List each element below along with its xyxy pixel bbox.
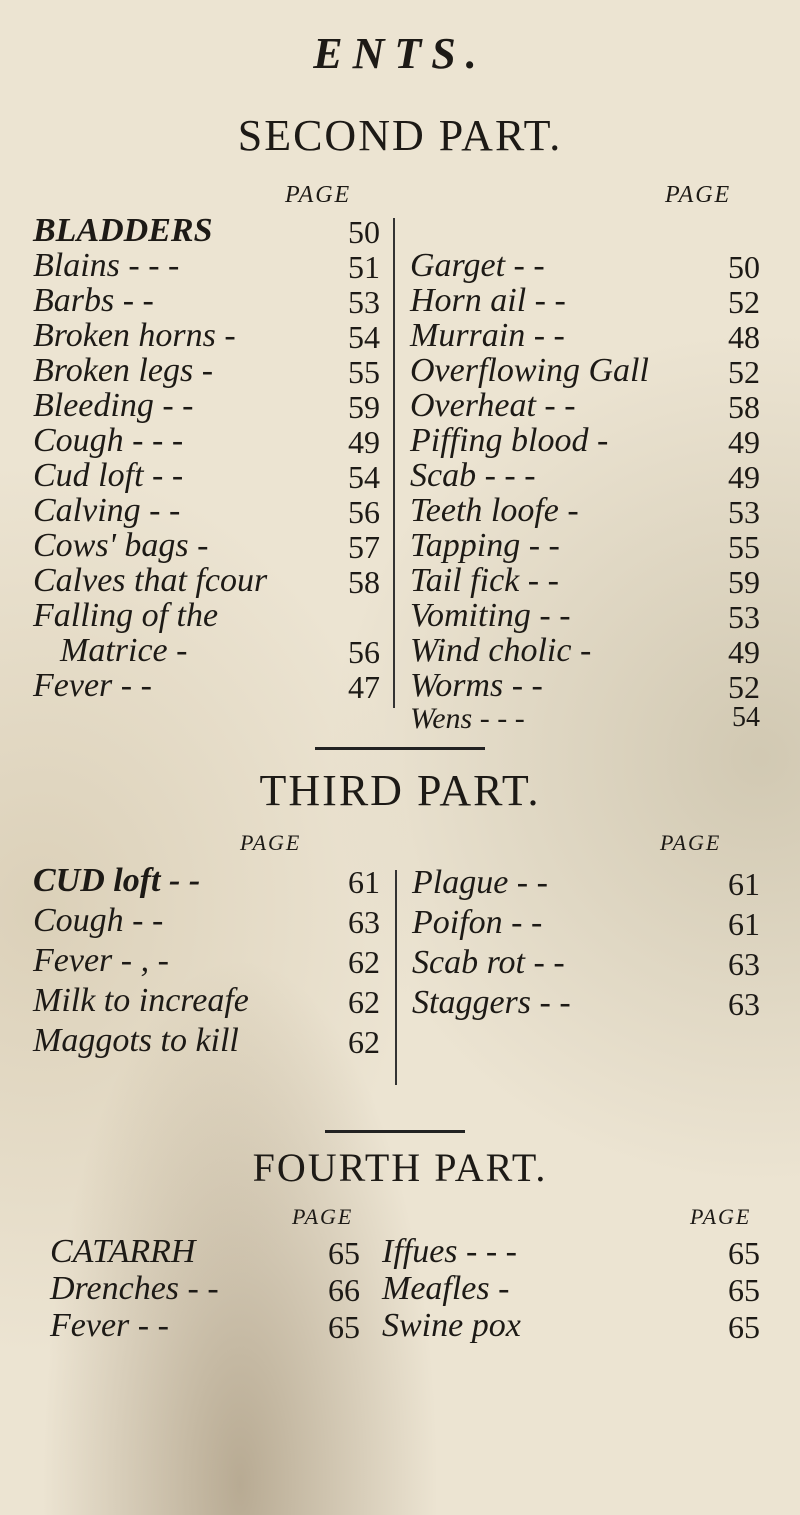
- index-entry: Matrice -: [60, 632, 188, 669]
- page-number: 49: [728, 459, 760, 495]
- page-number: 49: [728, 424, 760, 460]
- page-number: 54: [348, 459, 380, 495]
- page-number: 61: [728, 906, 760, 942]
- page-number: 65: [728, 1309, 760, 1345]
- page-number: 53: [728, 599, 760, 635]
- page-number: 56: [348, 634, 380, 670]
- third-column-divider: [395, 870, 397, 1085]
- index-entry: Staggers - -: [412, 984, 571, 1021]
- second-page-label-right: PAGE: [665, 182, 732, 208]
- index-entry: Drenches - -: [50, 1270, 219, 1307]
- index-entry: Overflowing Gall: [410, 352, 649, 389]
- index-entry: Plague - -: [412, 864, 548, 901]
- index-entry: Wens - - -: [410, 702, 525, 735]
- second-column-divider: [393, 218, 395, 708]
- page-number: 58: [348, 564, 380, 600]
- index-entry: BLADDERS: [33, 212, 213, 249]
- page-number: 61: [348, 864, 380, 900]
- index-entry: Wind cholic -: [410, 632, 592, 669]
- index-entry: Calves that fcour: [33, 562, 268, 599]
- index-entry: Teeth loofe -: [410, 492, 579, 529]
- third-part-title: THIRD PART.: [259, 766, 541, 815]
- third-page-label-left: PAGE: [240, 830, 302, 855]
- page-number: 54: [348, 319, 380, 355]
- index-entry: Fever - -: [50, 1307, 169, 1344]
- page-number: 63: [728, 986, 760, 1022]
- index-entry: Piffing blood -: [410, 422, 609, 459]
- index-entry: Swine pox: [382, 1307, 521, 1344]
- index-entry: Cough - - -: [33, 422, 184, 459]
- section-rule: [315, 747, 485, 750]
- index-entry: Iffues - - -: [382, 1233, 518, 1270]
- page-number: 63: [348, 904, 380, 940]
- page-number: 51: [348, 249, 380, 285]
- index-entry: Broken horns -: [33, 317, 236, 354]
- page-number: 65: [328, 1235, 360, 1271]
- index-entry: Scab rot - -: [412, 944, 565, 981]
- index-entry: Worms - -: [410, 667, 543, 704]
- page-number: 48: [728, 319, 760, 355]
- index-entry: Poifon - -: [412, 904, 543, 941]
- page-number: 65: [728, 1235, 760, 1271]
- page-number: 61: [728, 866, 760, 902]
- page-number: 59: [728, 564, 760, 600]
- index-entry: CATARRH: [50, 1233, 196, 1270]
- index-entry: Maggots to kill: [33, 1022, 239, 1059]
- third-page-label-right: PAGE: [660, 830, 722, 855]
- index-entry: CUD loft - -: [33, 862, 201, 899]
- index-entry: Vomiting - -: [410, 597, 571, 634]
- page-number: 52: [728, 284, 760, 320]
- index-entry: Tail fick - -: [410, 562, 559, 599]
- page-number: 49: [348, 424, 380, 460]
- index-entry: Bleeding - -: [33, 387, 194, 424]
- page-number: 58: [728, 389, 760, 425]
- index-entry: Falling of the: [33, 597, 219, 634]
- page-number: 49: [728, 634, 760, 670]
- index-entry: Murrain - -: [410, 317, 565, 354]
- page-number: 52: [728, 354, 760, 390]
- page-number: 62: [348, 984, 380, 1020]
- index-entry: Barbs - -: [33, 282, 154, 319]
- page-number: 66: [328, 1272, 360, 1308]
- page-number: 50: [348, 214, 380, 250]
- section-rule: [325, 1130, 465, 1133]
- index-entry: Meafles -: [382, 1270, 510, 1307]
- fourth-page-label-left: PAGE: [292, 1204, 354, 1229]
- page-number: 50: [728, 249, 760, 285]
- index-entry: Fever - , -: [33, 942, 169, 979]
- page-number: 55: [728, 529, 760, 565]
- page-number: 54: [732, 702, 760, 733]
- index-entry: Overheat - -: [410, 387, 576, 424]
- index-entry: Horn ail - -: [410, 282, 566, 319]
- fourth-part-title: FOURTH PART.: [252, 1145, 548, 1190]
- index-entry: Milk to increafe: [33, 982, 249, 1019]
- page-number: 62: [348, 1024, 380, 1060]
- running-head: ENTS.: [313, 29, 487, 78]
- second-part-title: SECOND PART.: [237, 111, 563, 160]
- page-number: 65: [728, 1272, 760, 1308]
- page-number: 53: [348, 284, 380, 320]
- index-entry: Cows' bags -: [33, 527, 209, 564]
- index-entry: Broken legs -: [33, 352, 214, 389]
- page-number: 55: [348, 354, 380, 390]
- index-entry: Cud loft - -: [33, 457, 184, 494]
- index-entry: Fever - -: [33, 667, 152, 704]
- index-entry: Scab - - -: [410, 457, 536, 494]
- page-number: 56: [348, 494, 380, 530]
- page-number: 52: [728, 669, 760, 705]
- page-number: 57: [348, 529, 380, 565]
- index-entry: Cough - -: [33, 902, 164, 939]
- page-number: 59: [348, 389, 380, 425]
- index-entry: Tapping - -: [410, 527, 560, 564]
- page-number: 53: [728, 494, 760, 530]
- page-number: 47: [348, 669, 380, 705]
- index-entry: Garget - -: [410, 247, 545, 284]
- index-entry: Calving - -: [33, 492, 181, 529]
- second-page-label-left: PAGE: [285, 182, 352, 208]
- page-number: 65: [328, 1309, 360, 1345]
- page-number: 62: [348, 944, 380, 980]
- index-entry: Blains - - -: [33, 247, 180, 284]
- page-number: 63: [728, 946, 760, 982]
- fourth-page-label-right: PAGE: [690, 1204, 752, 1229]
